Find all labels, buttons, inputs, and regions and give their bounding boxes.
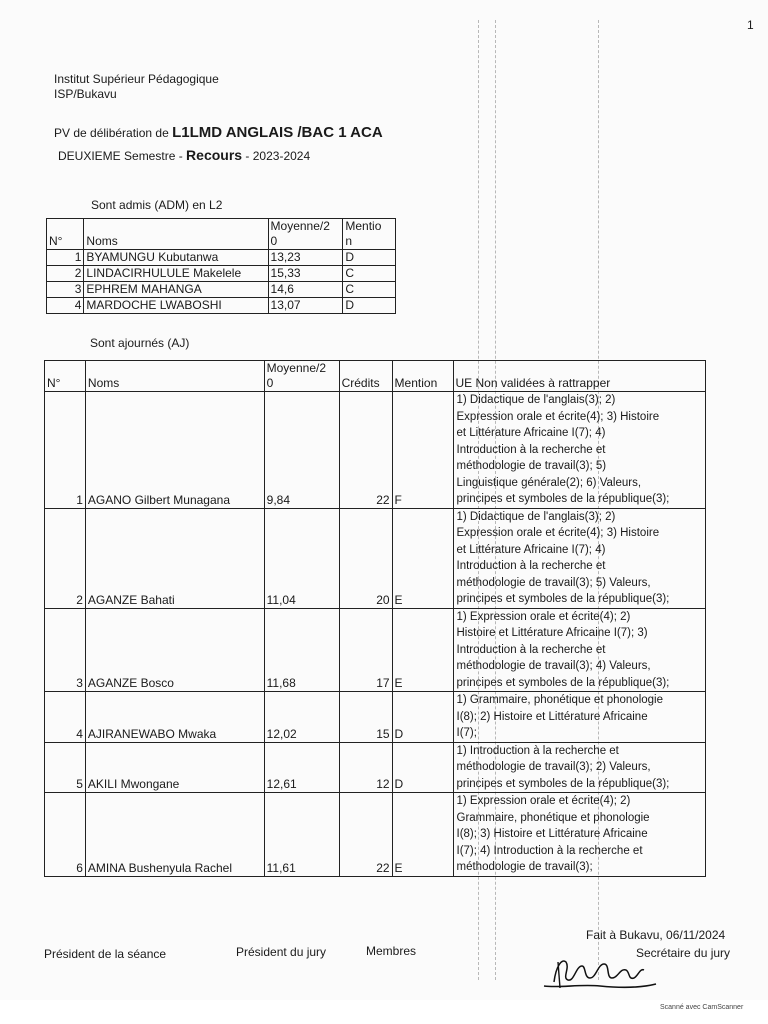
adjourned-caption: Sont ajournés (AJ) bbox=[90, 336, 190, 350]
ue-list bbox=[453, 508, 706, 608]
ue-list bbox=[453, 608, 706, 692]
ue-list bbox=[453, 793, 706, 877]
adjourned-header-row bbox=[45, 361, 706, 392]
row-number: 3 bbox=[45, 608, 86, 692]
credits: 12 bbox=[339, 742, 392, 793]
pv-title bbox=[54, 124, 383, 141]
mention: E bbox=[392, 793, 453, 877]
col-header-name: Noms bbox=[85, 361, 264, 392]
row-number: 2 bbox=[47, 266, 84, 282]
ue-line: 1) Grammaire, phonétique et phonologie bbox=[456, 694, 663, 706]
mention: D bbox=[392, 692, 453, 743]
col-header-credits: Crédits bbox=[339, 361, 392, 392]
ue-line: I(8); 3) Histoire et Littérature Africaine bbox=[456, 828, 648, 840]
average: 12,61 bbox=[264, 742, 339, 793]
ue-list bbox=[453, 392, 706, 509]
president-seance-label: Président de la séance bbox=[44, 947, 167, 961]
average: 13,07 bbox=[268, 298, 343, 314]
table-row bbox=[47, 250, 396, 266]
admitted-rows bbox=[47, 250, 396, 314]
col-header-number: N° bbox=[45, 361, 86, 392]
academic-year: 2023-2024 bbox=[252, 149, 311, 163]
mention: C bbox=[343, 282, 396, 298]
table-row bbox=[45, 392, 706, 509]
pv-prefix: PV de délibération de bbox=[54, 126, 169, 140]
student-name: EPHREM MAHANGA bbox=[84, 282, 268, 298]
row-number: 4 bbox=[47, 298, 84, 314]
ue-line: 1) Didactique de l'anglais(3); 2) bbox=[456, 394, 616, 406]
student-name: AGANZE Bosco bbox=[85, 608, 264, 692]
ue-line: et Littérature Africaine I(7); 4) bbox=[456, 427, 606, 439]
admitted-header-row bbox=[47, 219, 396, 250]
student-name: AMINA Bushenyula Rachel bbox=[85, 793, 264, 877]
adjourned-rows bbox=[45, 392, 706, 877]
student-name: AJIRANEWABO Mwaka bbox=[85, 692, 264, 743]
admitted-table bbox=[46, 218, 396, 314]
credits: 15 bbox=[339, 692, 392, 743]
row-number: 6 bbox=[45, 793, 86, 877]
table-row bbox=[45, 508, 706, 608]
ue-line: principes et symboles de la république(3); bbox=[456, 676, 670, 689]
ue-line: 1) Expression orale et écrite(4); 2) bbox=[456, 610, 631, 623]
ue-list bbox=[453, 742, 706, 793]
student-name: AKILI Mwongane bbox=[85, 742, 264, 793]
ue-line: I(8); 2) Histoire et Littérature Africaine bbox=[456, 710, 648, 723]
average: 12,02 bbox=[264, 692, 339, 743]
page-number: 1 bbox=[747, 18, 754, 32]
program-title: L1LMD ANGLAIS /BAC 1 ACA bbox=[172, 124, 383, 141]
semester: DEUXIEME Semestre bbox=[58, 149, 176, 163]
ue-line: Introduction à la recherche et bbox=[456, 560, 606, 572]
average: 13,23 bbox=[268, 250, 343, 266]
president-jury-label: Président du jury bbox=[236, 945, 327, 959]
mention: D bbox=[343, 298, 396, 314]
scan-watermark: Scanné avec CamScanner bbox=[660, 1004, 744, 1011]
institution-name: Institut Supérieur Pédagogique bbox=[54, 72, 219, 86]
institution-header bbox=[54, 72, 219, 102]
student-name: MARDOCHE LWABOSHI bbox=[84, 298, 268, 314]
row-number: 5 bbox=[45, 742, 86, 793]
ue-line: méthodologie de travail(3); 2) Valeurs, bbox=[456, 761, 651, 773]
ue-line: et Littérature Africaine I(7); 4) bbox=[456, 543, 606, 556]
col-header-average: Moyenne/2 0 bbox=[268, 219, 343, 250]
ue-line: I(7); bbox=[456, 727, 477, 739]
ue-list bbox=[453, 692, 706, 743]
ue-line: 1) Expression orale et écrite(4); 2) bbox=[456, 795, 631, 807]
admitted-caption: Sont admis (ADM) en L2 bbox=[91, 198, 223, 212]
col-header-mention: Mention bbox=[392, 361, 453, 392]
ue-line: Expression orale et écrite(4); 3) Histoire bbox=[456, 410, 660, 423]
col-header-number: N° bbox=[47, 219, 84, 250]
session-type: Recours bbox=[186, 147, 243, 163]
student-name: AGANO Gilbert Munagana bbox=[85, 392, 264, 509]
place-date: Fait à Bukavu, 06/11/2024 bbox=[586, 928, 726, 942]
mention: F bbox=[392, 392, 453, 509]
average: 11,68 bbox=[264, 608, 339, 692]
membres-label: Membres bbox=[366, 944, 417, 958]
row-number: 3 bbox=[47, 282, 84, 298]
credits: 22 bbox=[339, 793, 392, 877]
ue-line: principes et symboles de la république(3); bbox=[456, 493, 670, 505]
ue-line: I(7); 4) Introduction à la recherche et bbox=[456, 844, 643, 857]
col-header-mention: Mentio n bbox=[343, 219, 396, 250]
mention: C bbox=[343, 266, 396, 282]
ue-line: Introduction à la recherche et bbox=[456, 643, 606, 656]
mention: E bbox=[392, 608, 453, 692]
ue-line: Linguistique générale(2); 6) Valeurs, bbox=[456, 476, 642, 489]
handwritten-signature bbox=[540, 948, 660, 994]
col-header-ue: UE Non validées à rattrapper bbox=[453, 361, 706, 392]
ue-line: méthodologie de travail(3); 4) Valeurs, bbox=[456, 660, 651, 672]
student-name: AGANZE Bahati bbox=[85, 508, 264, 608]
row-number: 4 bbox=[45, 692, 86, 743]
campus-name: ISP/Bukavu bbox=[54, 87, 117, 101]
table-row bbox=[47, 298, 396, 314]
student-name: BYAMUNGU Kubutanwa bbox=[84, 250, 268, 266]
average: 15,33 bbox=[268, 266, 343, 282]
adjourned-table bbox=[44, 360, 706, 877]
average: 9,84 bbox=[264, 392, 339, 509]
average: 14,6 bbox=[268, 282, 343, 298]
table-row bbox=[45, 742, 706, 793]
mention: D bbox=[343, 250, 396, 266]
table-row bbox=[45, 608, 706, 692]
table-row bbox=[45, 692, 706, 743]
mention: D bbox=[392, 742, 453, 793]
secretaire-label: Secrétaire du jury bbox=[636, 946, 731, 960]
ue-line: principes et symboles de la république(3); bbox=[456, 593, 670, 605]
ue-line: Histoire et Littérature Africaine I(7); 3) bbox=[456, 627, 648, 639]
mention: E bbox=[392, 508, 453, 608]
ue-line: méthodologie de travail(3); bbox=[456, 861, 593, 873]
average: 11,61 bbox=[264, 793, 339, 877]
row-number: 1 bbox=[45, 392, 86, 509]
row-number: 2 bbox=[45, 508, 86, 608]
ue-line: Introduction à la recherche et bbox=[456, 443, 606, 456]
ue-line: méthodologie de travail(3); 5) bbox=[456, 460, 607, 472]
col-header-average: Moyenne/2 0 bbox=[264, 361, 339, 392]
ue-line: 1) Didactique de l'anglais(3); 2) bbox=[456, 510, 616, 523]
student-name: LINDACIRHULULE Makelele bbox=[84, 266, 268, 282]
semester-line: DEUXIEME Semestre - Recours - 2023-2024 bbox=[58, 147, 311, 163]
ue-line: 1) Introduction à la recherche et bbox=[456, 744, 619, 757]
ue-line: Expression orale et écrite(4); 3) Histoire bbox=[456, 527, 660, 539]
credits: 22 bbox=[339, 392, 392, 509]
ue-line: méthodologie de travail(3); 5) Valeurs, bbox=[456, 576, 651, 589]
table-row bbox=[47, 282, 396, 298]
col-header-name: Noms bbox=[84, 219, 268, 250]
ue-line: principes et symboles de la république(3); bbox=[456, 777, 670, 790]
table-row bbox=[47, 266, 396, 282]
credits: 17 bbox=[339, 608, 392, 692]
table-row bbox=[45, 793, 706, 877]
average: 11,04 bbox=[264, 508, 339, 608]
credits: 20 bbox=[339, 508, 392, 608]
ue-line: Grammaire, phonétique et phonologie bbox=[456, 811, 650, 824]
row-number: 1 bbox=[47, 250, 84, 266]
